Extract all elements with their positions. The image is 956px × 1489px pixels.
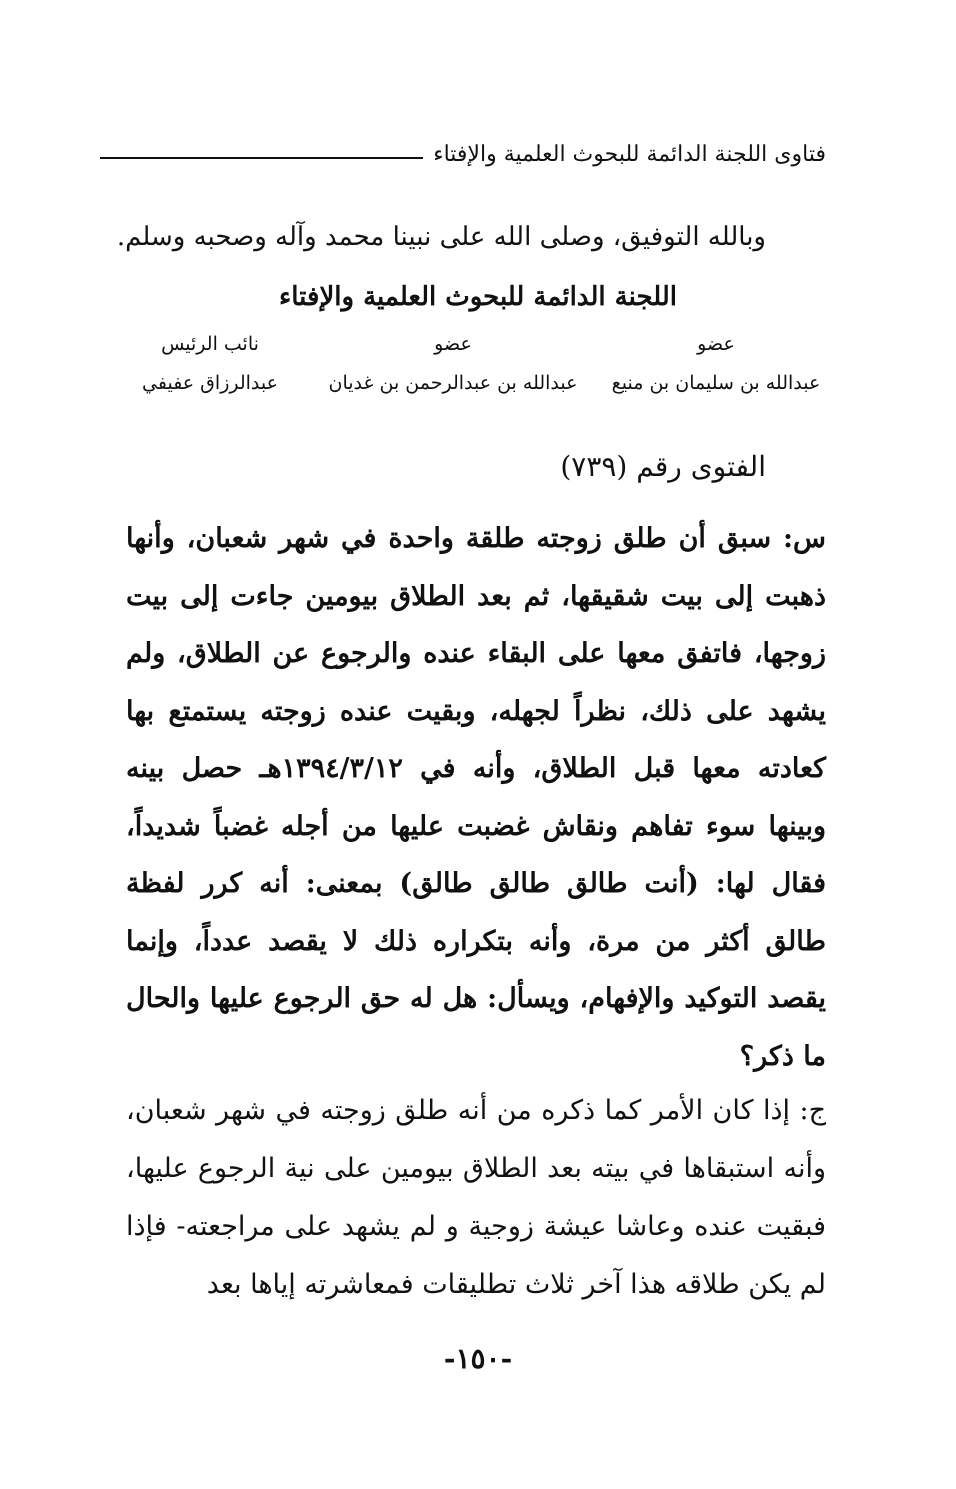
committee-title: اللجنة الدائمة للبحوث العلمية والإفتاء (279, 282, 677, 312)
answer-paragraph: ج: إذا كان الأمر كما ذكره من أنه طلق زوجته في شهر شعبان، وأنه استبقاها في بيته بعد الطلاق بيومين على نية الرجوع عليها، فبقيت عنده وعاشا عيشة زوجية و لم يشهد على مراجعته- فإذا لم يكن طلاقه هذا آخر ثلاث تطليقات فمعاشرته إياها بعد (126, 1095, 826, 1300)
member-names (120, 372, 826, 394)
member-name-3: عبدالرزاق عفيفي (142, 372, 278, 394)
closing-line: وبالله التوفيق، وصلى الله على نبينا محمد وآله وصحبه وسلم. (116, 222, 766, 252)
fatwa-number: الفتوى رقم (٧٣٩) (560, 450, 766, 483)
member-name-2: عبدالله بن عبدالرحمن بن غديان (328, 372, 578, 394)
member-role-3: نائب الرئيس (161, 333, 259, 355)
question-paragraph: س: سبق أن طلق زوجته طلقة واحدة في شهر شعبان، وأنها ذهبت إلى بيت شقيقها، ثم بعد الطلاق بيومين جاءت إلى بيت زوجها، فاتفق معها على البقاء عنده والرجوع عن الطلاق، ولم يشهد على ذلك، نظراً لجهله، وبقيت عنده زوجته يستمتع بها كعادته معها قبل الطلاق، وأنه في ١٣٩٤/٣/١٢هـ حصل بينه وبينها سوء تفاهم ونقاش غضبت عليها من أجله غضباً شديداً، فقال لها: (أنت طالق طالق طالق) بمعنى: أنه كرر لفظة طالق أكثر من مرة، وأنه بتكراره ذلك لا يقصد عدداً، وإنما يقصد التوكيد والإفهام، ويسأل: هل له حق الرجوع عليها والحال ما ذكر؟ (126, 523, 826, 1072)
member-name-1: عبدالله بن سليمان بن منيع (611, 372, 821, 394)
member-role-2: عضو (434, 333, 472, 355)
member-roles (120, 333, 826, 355)
page-number: -١٥٠- (443, 1342, 513, 1375)
running-title: فتاوى اللجنة الدائمة للبحوث العلمية والإفتاء (433, 142, 826, 167)
header-rule (100, 157, 423, 159)
member-role-1: عضو (697, 333, 735, 355)
running-header (100, 142, 826, 167)
